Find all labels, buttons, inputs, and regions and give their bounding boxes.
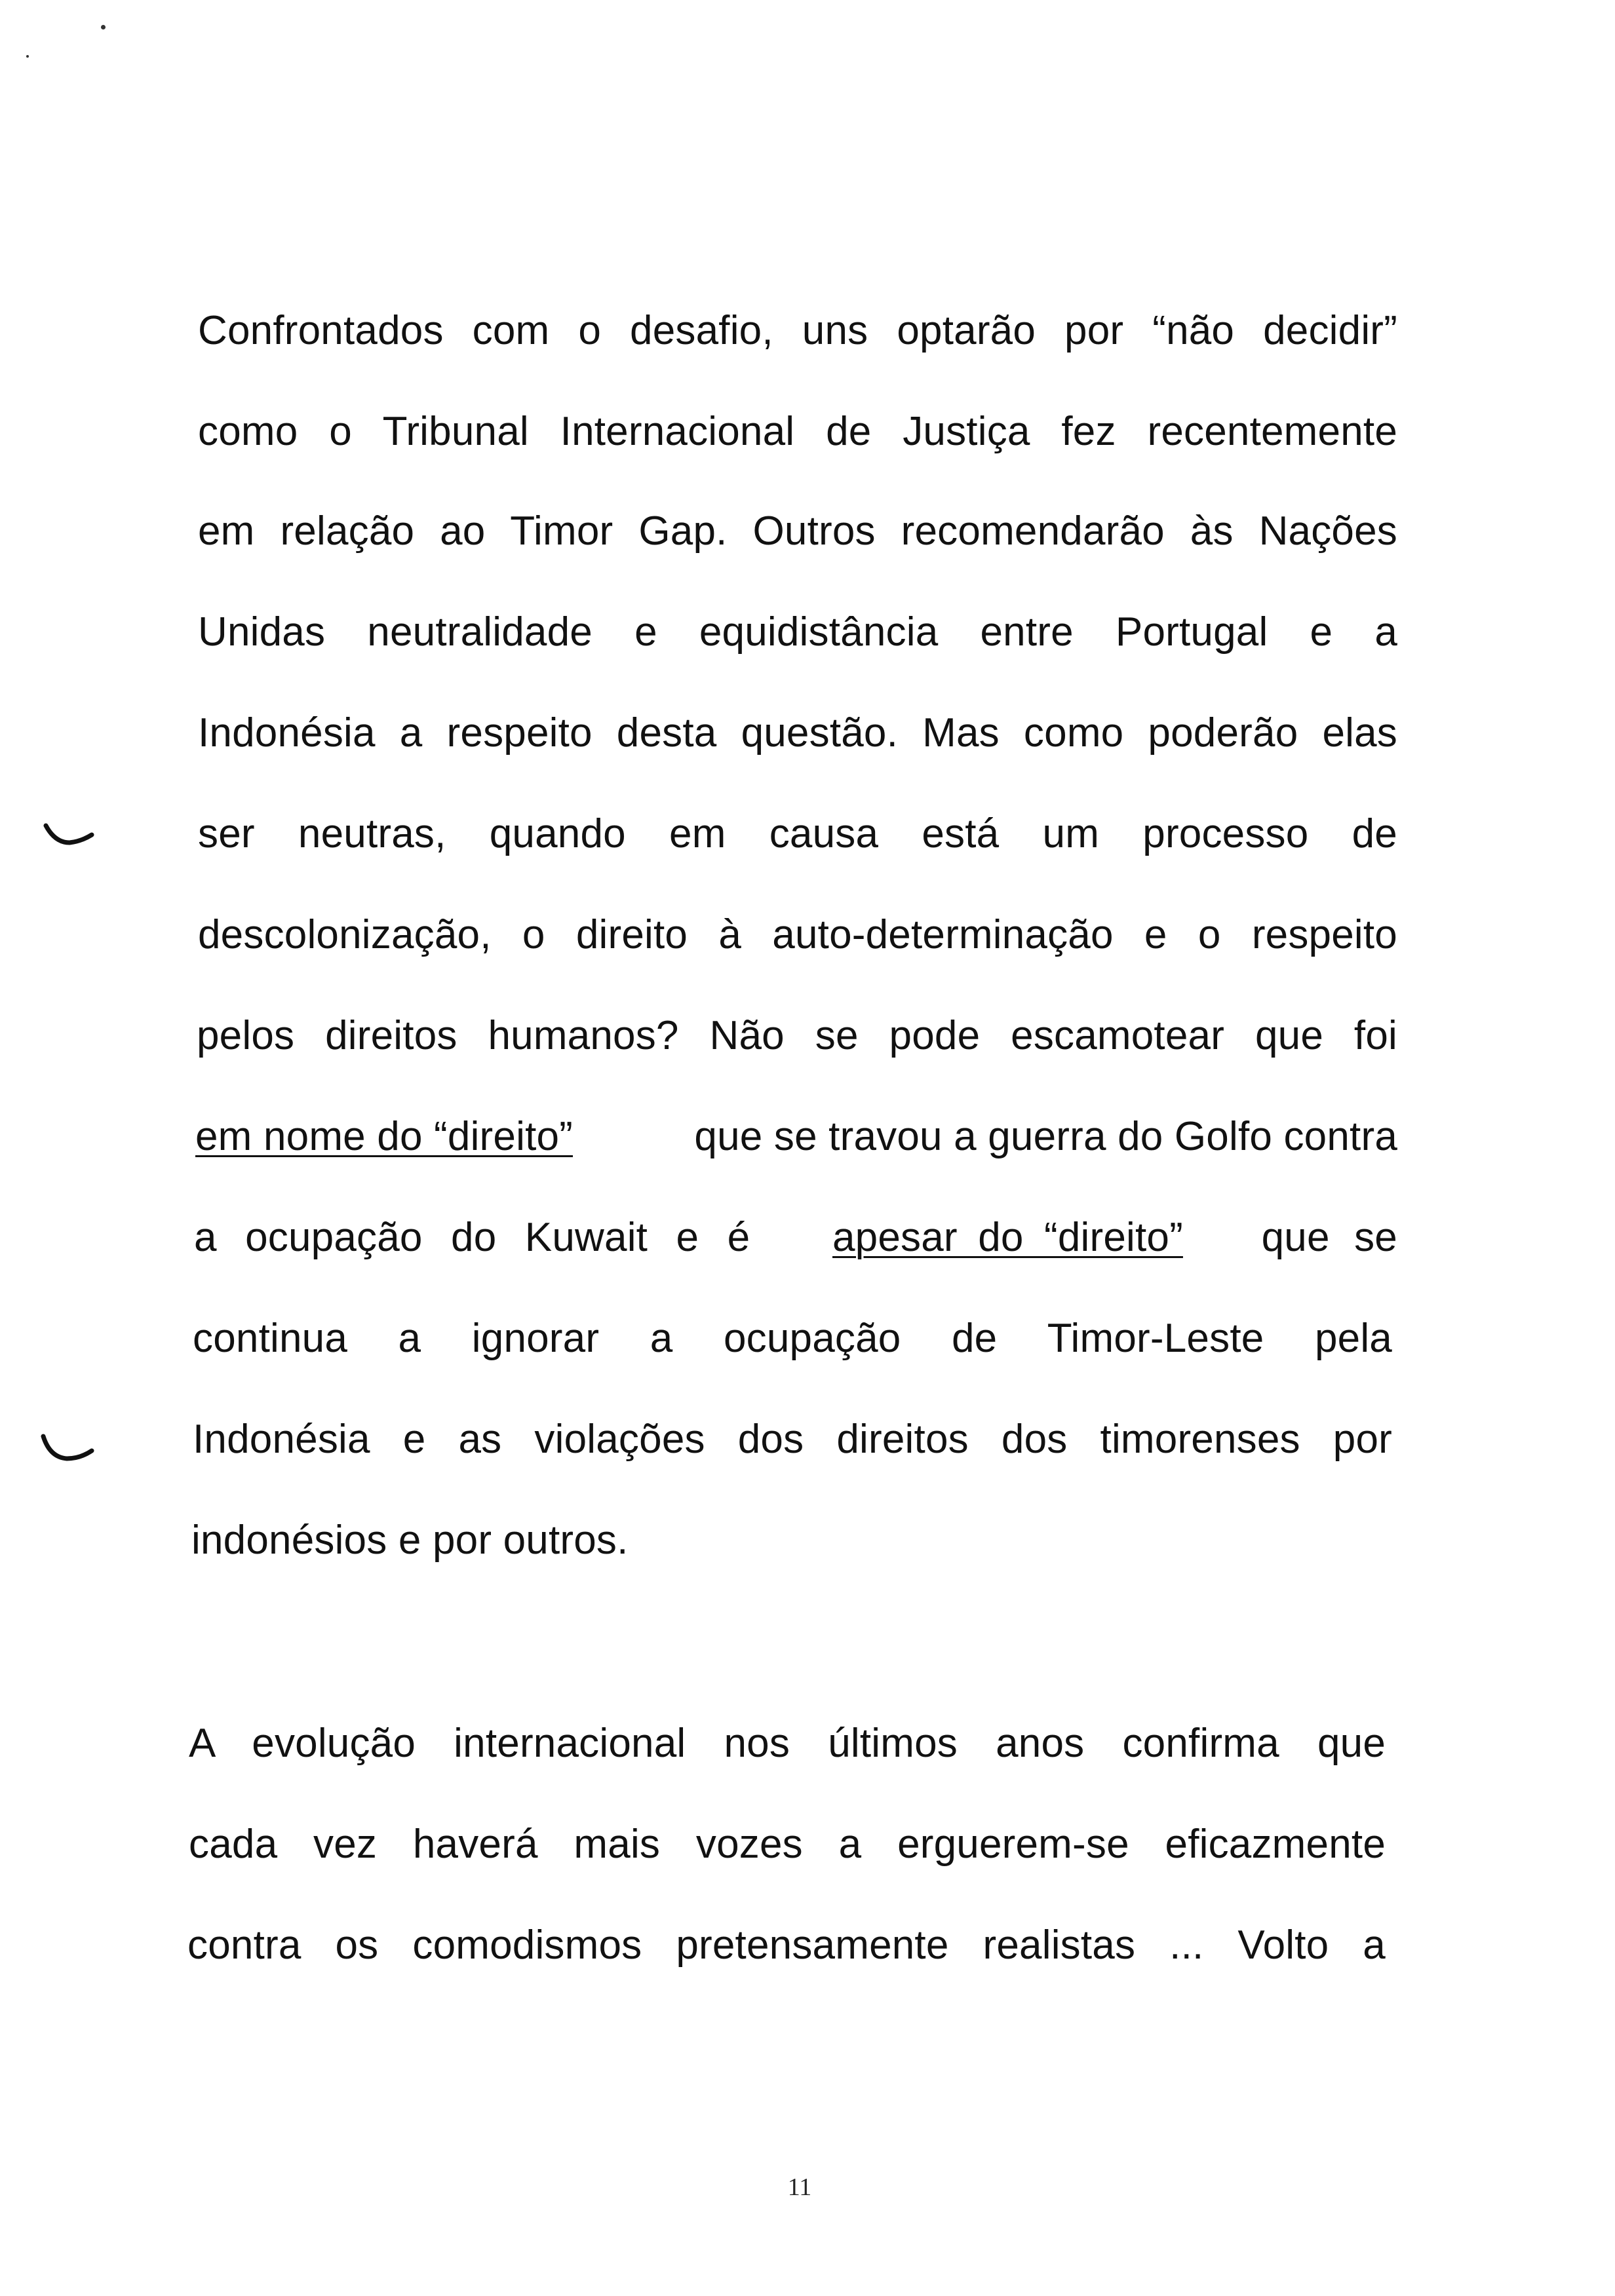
text-line: em relação ao Timor Gap. Outros recomendarão às Nações xyxy=(198,508,1397,554)
scan-speck xyxy=(101,25,106,29)
text-line: ser neutras, quando em causa está um processo de xyxy=(198,811,1397,856)
margin-check-mark-1 xyxy=(43,820,96,853)
text-line: contra os comodismos pretensamente realistas ... Volto a xyxy=(187,1923,1386,1968)
text-line: descolonização, o direito à auto-determinação e o respeito xyxy=(198,912,1397,957)
text-line: Unidas neutralidade e equidistância entre Portugal e a xyxy=(198,609,1397,655)
text-line xyxy=(194,1217,1397,1258)
text-line: A evolução internacional nos últimos anos confirma que xyxy=(189,1721,1386,1766)
text-line xyxy=(195,1114,1397,1159)
text-fragment: que se travou a guerra do Golfo contra xyxy=(682,1114,1397,1159)
page-number: 11 xyxy=(787,2173,812,2201)
text-line: Indonésia a respeito desta questão. Mas como poderão elas xyxy=(198,710,1397,756)
underlined-phrase: em nome do “direito” xyxy=(195,1114,574,1159)
text-line: indonésios e por outros. xyxy=(191,1518,629,1563)
margin-check-mark-2 xyxy=(41,1432,96,1469)
text-fragment: que se xyxy=(1237,1215,1397,1260)
text-line: Confrontados com o desafio, uns optarão por “não decidir” xyxy=(198,308,1397,353)
text-line: cada vez haverá mais vozes a erguerem-se eficazmente xyxy=(189,1822,1386,1867)
underlined-phrase: apesar do “direito” xyxy=(832,1215,1183,1260)
scan-speck xyxy=(26,55,29,58)
text-line: como o Tribunal Internacional de Justiça fez recentemente xyxy=(198,409,1397,454)
text-line: Indonésia e as violações dos direitos dos timorenses por xyxy=(193,1417,1392,1462)
text-line: pelos direitos humanos? Não se pode escamotear que foi xyxy=(197,1013,1397,1058)
text-line: continua a ignorar a ocupação de Timor-Leste pela xyxy=(193,1316,1392,1361)
text-fragment: a ocupação do Kuwait e é xyxy=(194,1215,779,1260)
